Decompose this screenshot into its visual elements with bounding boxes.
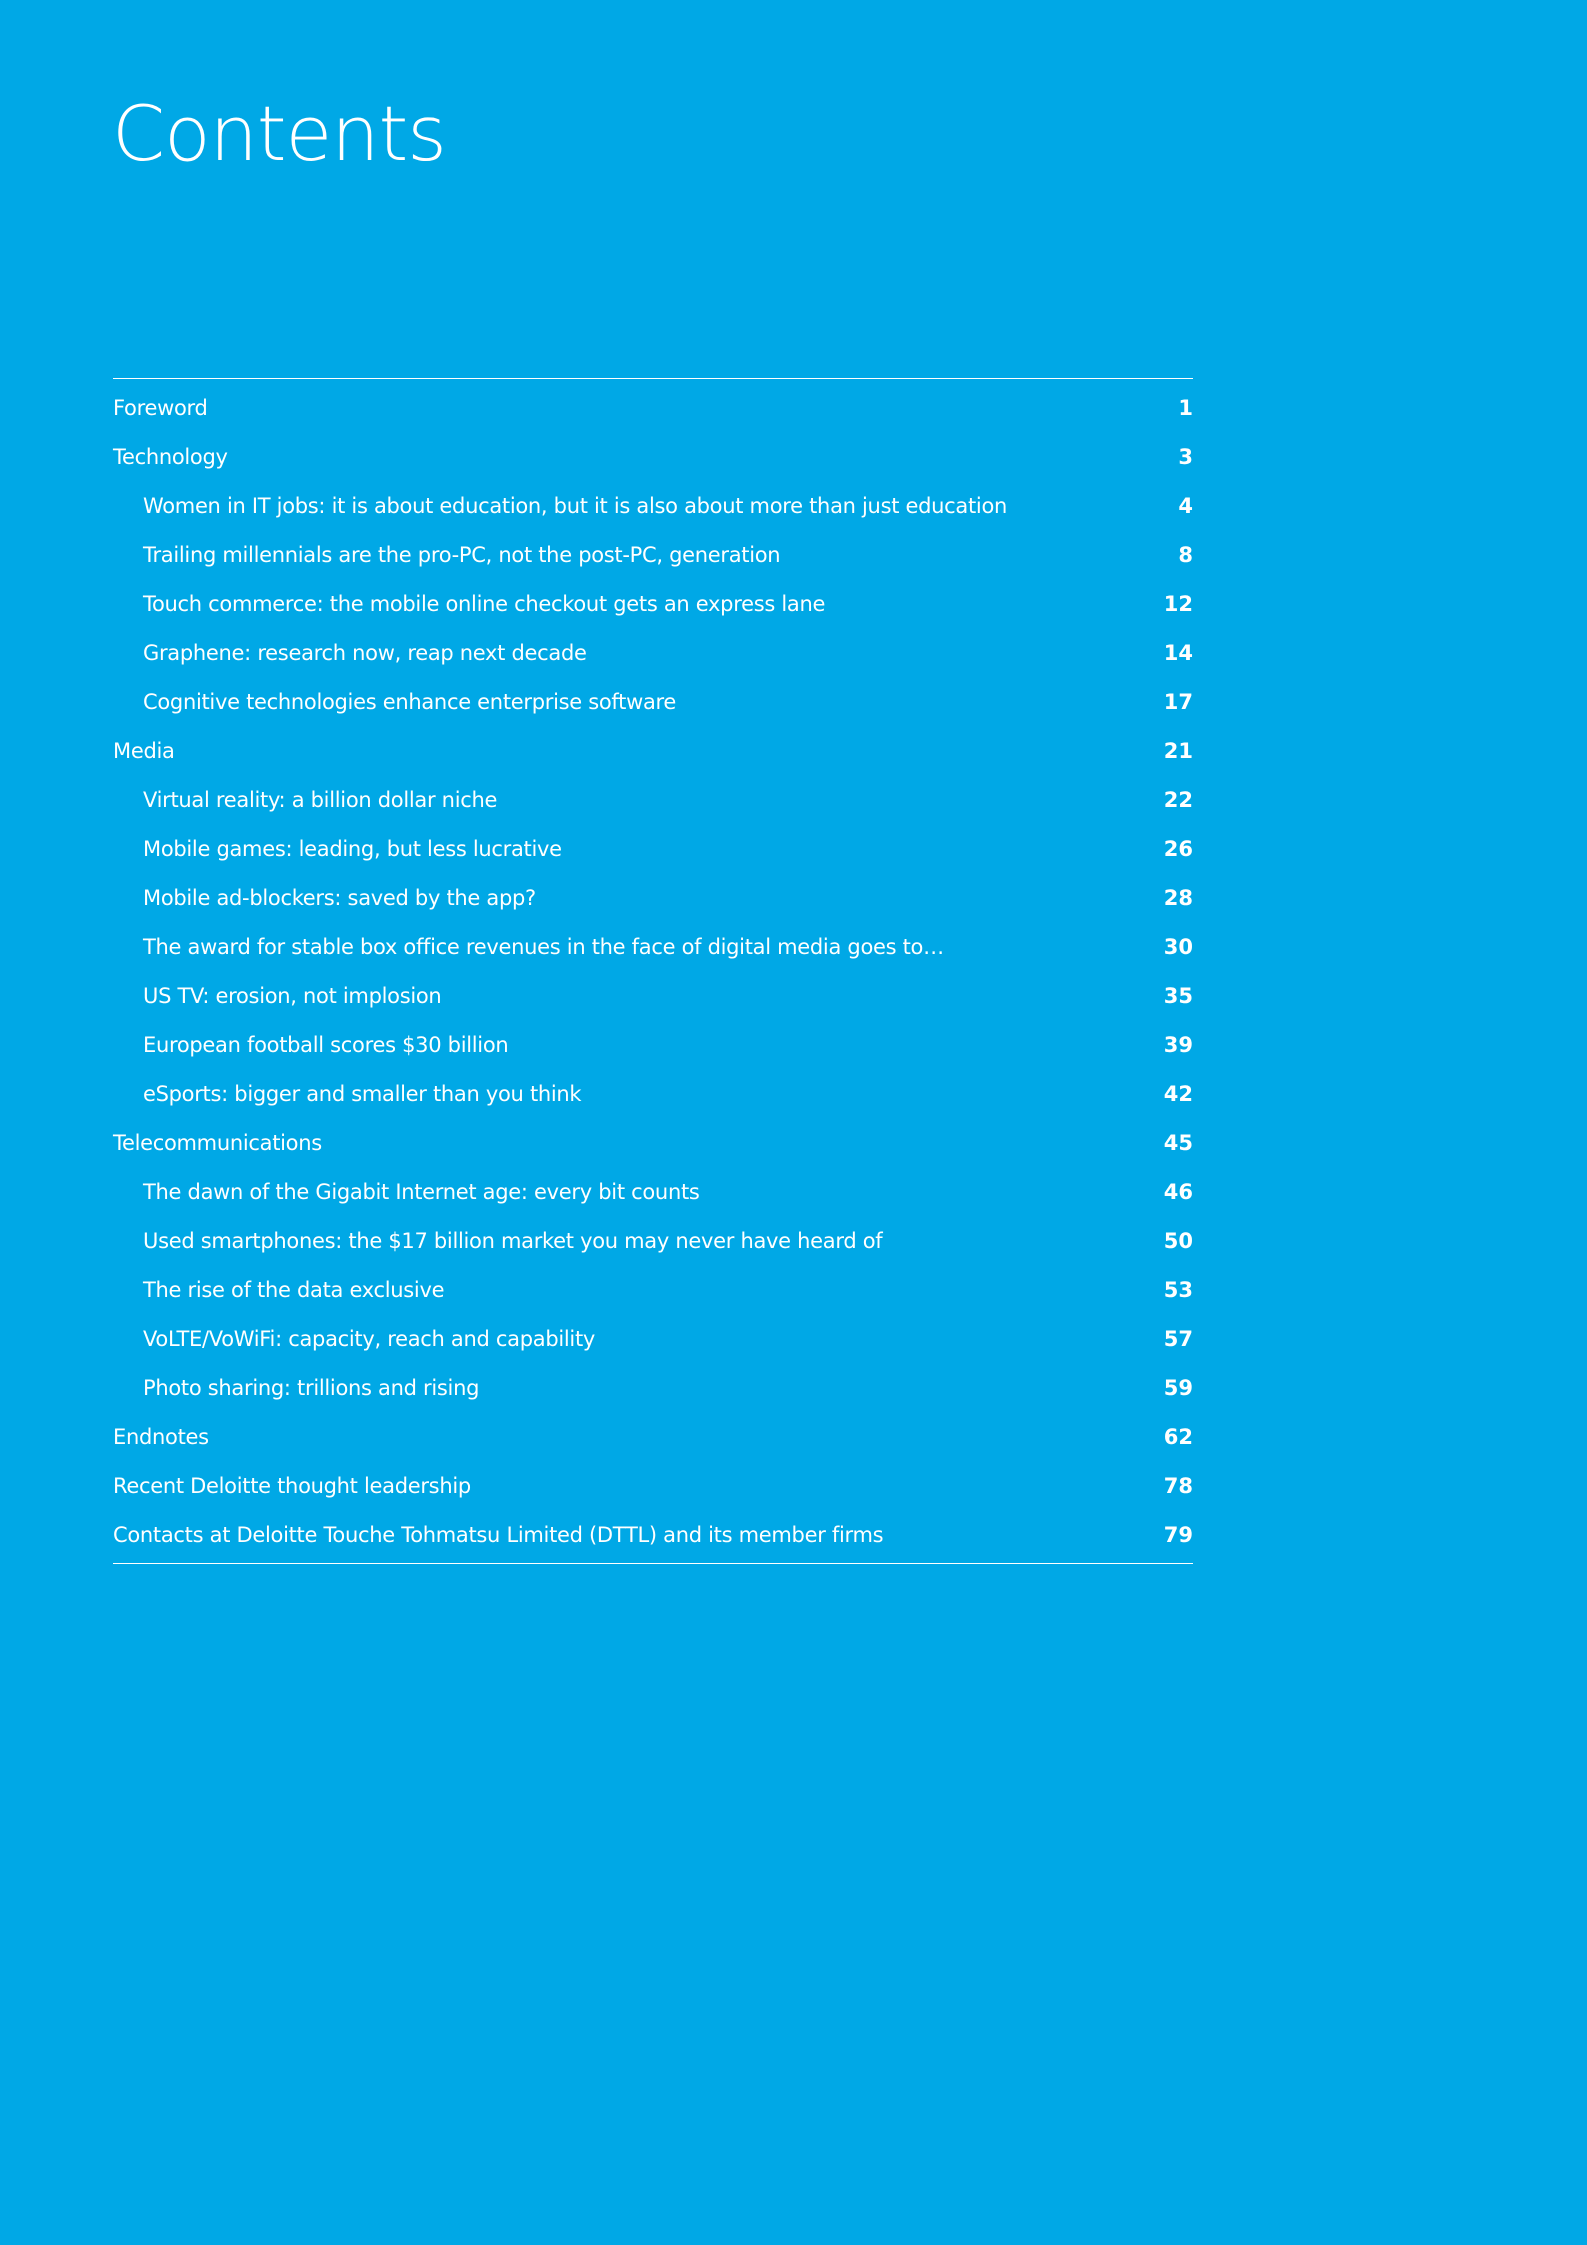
- toc-entry-label: The rise of the data exclusive: [143, 1277, 445, 1302]
- toc-entry-label: The dawn of the Gigabit Internet age: every bit counts: [143, 1179, 700, 1204]
- toc-entry-label: The award for stable box office revenues in the face of digital media goes to…: [143, 934, 944, 959]
- toc-entry-label: US TV: erosion, not implosion: [143, 983, 442, 1008]
- toc-entry-label: Photo sharing: trillions and rising: [143, 1375, 480, 1400]
- toc-page-number: 1: [1178, 395, 1193, 420]
- toc-page-number: 62: [1163, 1424, 1193, 1449]
- toc-subentry[interactable]: [113, 677, 1193, 726]
- toc-page-number: 21: [1163, 738, 1193, 763]
- toc-subentry[interactable]: [113, 530, 1193, 579]
- toc-entry-label: Graphene: research now, reap next decade: [143, 640, 587, 665]
- toc-entry-label: Technology: [113, 444, 228, 469]
- table-of-contents: [113, 378, 1193, 1564]
- toc-subentry[interactable]: [113, 1167, 1193, 1216]
- toc-subentry[interactable]: [113, 873, 1193, 922]
- toc-page-number: 12: [1163, 591, 1193, 616]
- toc-subentry[interactable]: [113, 1314, 1193, 1363]
- toc-entry-label: Endnotes: [113, 1424, 209, 1449]
- toc-entry-label: Telecommunications: [113, 1130, 322, 1155]
- toc-entry[interactable]: [113, 726, 1193, 775]
- toc-page-number: 4: [1178, 493, 1193, 518]
- toc-subentry[interactable]: [113, 628, 1193, 677]
- toc-entry-label: Trailing millennials are the pro-PC, not the post-PC, generation: [143, 542, 781, 567]
- toc-subentry[interactable]: [113, 922, 1193, 971]
- toc-subentry[interactable]: [113, 824, 1193, 873]
- toc-entry[interactable]: [113, 1461, 1193, 1510]
- toc-subentry[interactable]: [113, 1020, 1193, 1069]
- toc-subentry[interactable]: [113, 1363, 1193, 1412]
- toc-entry-label: Mobile games: leading, but less lucrative: [143, 836, 562, 861]
- toc-entry-label: Media: [113, 738, 175, 763]
- toc-subentry[interactable]: [113, 1265, 1193, 1314]
- toc-page-number: 30: [1163, 934, 1193, 959]
- toc-entry[interactable]: [113, 1412, 1193, 1461]
- toc-entry-label: VoLTE/VoWiFi: capacity, reach and capability: [143, 1326, 596, 1351]
- toc-page-number: 46: [1163, 1179, 1193, 1204]
- toc-page-number: 78: [1163, 1473, 1193, 1498]
- toc-page-number: 17: [1163, 689, 1193, 714]
- toc-page-number: 59: [1163, 1375, 1193, 1400]
- toc-entry-label: Foreword: [113, 395, 208, 420]
- toc-page-number: 50: [1163, 1228, 1193, 1253]
- toc-subentry[interactable]: [113, 579, 1193, 628]
- toc-page-number: 26: [1163, 836, 1193, 861]
- toc-page-number: 45: [1163, 1130, 1193, 1155]
- toc-entry-label: Used smartphones: the $17 billion market you may never have heard of: [143, 1228, 883, 1253]
- toc-page-number: 8: [1178, 542, 1193, 567]
- toc-entry[interactable]: [113, 432, 1193, 481]
- toc-page-number: 35: [1163, 983, 1193, 1008]
- toc-page-number: 22: [1163, 787, 1193, 812]
- toc-page-number: 53: [1163, 1277, 1193, 1302]
- toc-entry-label: Virtual reality: a billion dollar niche: [143, 787, 498, 812]
- toc-subentry[interactable]: [113, 1069, 1193, 1118]
- toc-entry-label: eSports: bigger and smaller than you think: [143, 1081, 582, 1106]
- toc-page-number: 42: [1163, 1081, 1193, 1106]
- page-title: Contents: [112, 89, 446, 178]
- toc-entry-label: Women in IT jobs: it is about education, but it is also about more than just education: [143, 493, 1008, 518]
- toc-entry-label: Cognitive technologies enhance enterprise software: [143, 689, 677, 714]
- toc-page-number: 57: [1163, 1326, 1193, 1351]
- toc-entry[interactable]: [113, 1510, 1193, 1559]
- toc-entry-label: Recent Deloitte thought leadership: [113, 1473, 471, 1498]
- toc-page-number: 79: [1163, 1522, 1193, 1547]
- toc-page-number: 28: [1163, 885, 1193, 910]
- toc-subentry[interactable]: [113, 971, 1193, 1020]
- toc-subentry[interactable]: [113, 1216, 1193, 1265]
- toc-entry[interactable]: [113, 1118, 1193, 1167]
- toc-entry-label: Touch commerce: the mobile online checkout gets an express lane: [143, 591, 826, 616]
- toc-entry-label: Contacts at Deloitte Touche Tohmatsu Limited (DTTL) and its member firms: [113, 1522, 884, 1547]
- toc-subentry[interactable]: [113, 775, 1193, 824]
- toc-page-number: 14: [1163, 640, 1193, 665]
- toc-page-number: 3: [1178, 444, 1193, 469]
- toc-entry-label: Mobile ad-blockers: saved by the app?: [143, 885, 536, 910]
- toc-page-number: 39: [1163, 1032, 1193, 1057]
- toc-subentry[interactable]: [113, 481, 1193, 530]
- toc-entry[interactable]: [113, 383, 1193, 432]
- toc-entry-label: European football scores $30 billion: [143, 1032, 509, 1057]
